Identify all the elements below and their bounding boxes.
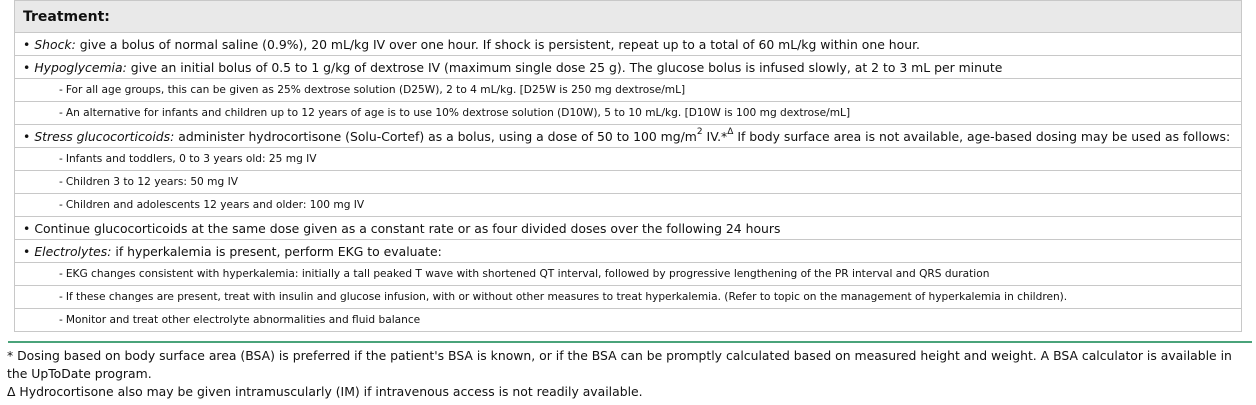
bullet-glyph: • bbox=[23, 59, 31, 75]
table-header-row bbox=[15, 1, 1242, 33]
footnote-delta: Δ Hydrocortisone also may be given intramuscularly (IM) if intravenous access is not readily available. bbox=[7, 384, 643, 399]
sub-item bbox=[15, 263, 1242, 286]
table-row bbox=[15, 217, 1242, 240]
sub-item-text: For all age groups, this can be given as 25% dextrose solution (D25W), 2 to 4 mL/kg. [D25W is 250 mg dextrose/mL] bbox=[65, 84, 686, 96]
treatment-table bbox=[14, 0, 1242, 332]
footnote-asterisk: * Dosing based on body surface area (BSA) is preferred if the patient's BSA is known, or if the BSA can be promptly calculated based on measured height and weight. A BSA calculator is available in the UpToDate program. bbox=[7, 348, 1232, 381]
item-text: if hyperkalemia is present, perform EKG to evaluate: bbox=[111, 243, 442, 259]
sub-item bbox=[15, 309, 1242, 332]
superscript-two: 2 bbox=[696, 127, 703, 138]
table-row bbox=[15, 309, 1242, 332]
sub-item-text: An alternative for infants and children up to 12 years of age is to use 10% dextrose solution (D10W), 5 to 10 mL/kg. [D10W is 100 mg dextrose/mL] bbox=[65, 107, 851, 119]
table-row bbox=[15, 56, 1242, 79]
sub-item bbox=[15, 79, 1242, 102]
sub-item bbox=[15, 286, 1242, 309]
table-row bbox=[15, 125, 1242, 148]
item-lead: Shock: bbox=[34, 36, 76, 52]
bullet-item-stress-glucocorticoids bbox=[15, 125, 1242, 148]
dash-glyph: - bbox=[59, 107, 63, 119]
item-text: Continue glucocorticoids at the same dose given as a constant rate or as four divided doses over the following 24 hours bbox=[34, 220, 781, 236]
item-text-dose: IV.* bbox=[702, 128, 728, 144]
dash-glyph: - bbox=[59, 268, 63, 280]
sub-item bbox=[15, 148, 1242, 171]
bullet-item-shock bbox=[15, 33, 1242, 56]
bullet-item-electrolytes bbox=[15, 240, 1242, 263]
table-row bbox=[15, 33, 1242, 56]
sub-item-text: If these changes are present, treat with insulin and glucose infusion, with or without other measures to treat hyperkalemia. (Refer to topic on the management of hyperkalemia in children). bbox=[65, 291, 1068, 303]
item-lead: Hypoglycemia: bbox=[34, 59, 127, 75]
dash-glyph: - bbox=[59, 153, 63, 165]
sub-item-text: Children 3 to 12 years: 50 mg IV bbox=[65, 176, 238, 188]
item-lead: Electrolytes: bbox=[34, 243, 112, 259]
footnote-delta-marker: Δ bbox=[727, 127, 734, 138]
item-text-tail: If body surface area is not available, age-based dosing may be used as follows: bbox=[733, 128, 1231, 144]
sub-item bbox=[15, 171, 1242, 194]
item-lead: Stress glucocorticoids: bbox=[34, 128, 175, 144]
sub-item-text: Children and adolescents 12 years and older: 100 mg IV bbox=[65, 199, 365, 211]
table-row bbox=[15, 240, 1242, 263]
sub-item-text: Infants and toddlers, 0 to 3 years old: 25 mg IV bbox=[65, 153, 317, 165]
table-row bbox=[15, 194, 1242, 217]
sub-item bbox=[15, 102, 1242, 125]
bullet-glyph: • bbox=[23, 36, 31, 52]
table-row bbox=[15, 263, 1242, 286]
bullet-glyph: • bbox=[23, 128, 31, 144]
bullet-item-hypoglycemia bbox=[15, 56, 1242, 79]
footnote-divider bbox=[8, 341, 1252, 343]
dash-glyph: - bbox=[59, 314, 63, 326]
bullet-item-continue bbox=[15, 217, 1242, 240]
item-text: give an initial bolus of 0.5 to 1 g/kg of dextrose IV (maximum single dose 25 g). The glucose bolus is infused slowly, at 2 to 3 mL per minute bbox=[126, 59, 1003, 75]
treatment-heading: Treatment: bbox=[15, 1, 1242, 33]
dash-glyph: - bbox=[59, 84, 63, 96]
sub-item-text: Monitor and treat other electrolyte abnormalities and fluid balance bbox=[65, 314, 421, 326]
item-text: give a bolus of normal saline (0.9%), 20 mL/kg IV over one hour. If shock is persistent, repeat up to a total of 60 mL/kg within one hour. bbox=[75, 36, 920, 52]
table-row bbox=[15, 286, 1242, 309]
dash-glyph: - bbox=[59, 176, 63, 188]
table-row bbox=[15, 148, 1242, 171]
table-row bbox=[15, 79, 1242, 102]
footnotes bbox=[7, 347, 1247, 401]
bullet-glyph: • bbox=[23, 220, 31, 236]
item-text: administer hydrocortisone (Solu-Cortef) as a bolus, using a dose of 50 to 100 mg/m bbox=[174, 128, 697, 144]
sub-item bbox=[15, 194, 1242, 217]
bullet-glyph: • bbox=[23, 243, 31, 259]
sub-item-text: EKG changes consistent with hyperkalemia: initially a tall peaked T wave with shortened QT interval, followed by progressive lengthening of the PR interval and QRS duration bbox=[65, 268, 990, 280]
table-row bbox=[15, 102, 1242, 125]
table-row bbox=[15, 171, 1242, 194]
dash-glyph: - bbox=[59, 199, 63, 211]
dash-glyph: - bbox=[59, 291, 63, 303]
